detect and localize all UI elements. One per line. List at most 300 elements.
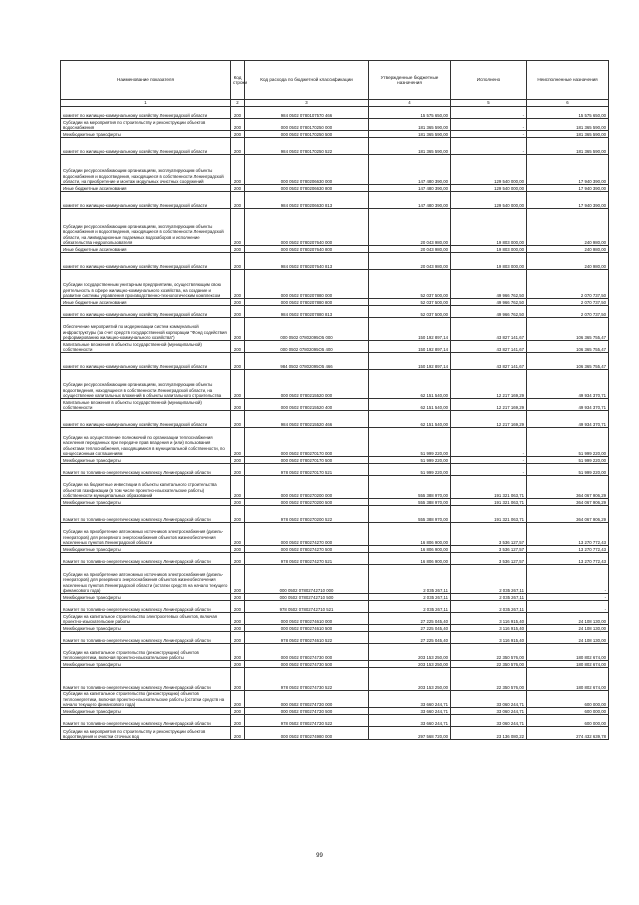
row-line-code: 200 (231, 185, 245, 192)
row-name: Комитет по топливно-энергетическому комплексу Ленинградской области (61, 715, 231, 727)
table-row (61, 565, 609, 594)
row-budget-code: 984 0502 0780207880 813 (245, 306, 369, 318)
header-name: Наименование показателя (61, 61, 231, 100)
row-unexecuted: - (527, 601, 609, 613)
row-approved: 62 151 540,00 (369, 370, 451, 399)
row-executed: 129 540 000,00 (451, 155, 527, 185)
row-budget-code: 000 0502 0780215520 000 (245, 370, 369, 399)
row-line-code: 200 (231, 644, 245, 661)
row-executed: 12 217 169,29 (451, 399, 527, 411)
row-name: Субсидии государственным унитарным предприятиям, осуществляющим свою деятельность в сфере жилищно-коммунального хозяйства, на создание и развитие системы управления производственно-технологическим комплексом (61, 270, 231, 299)
table-row (61, 546, 609, 553)
row-executed: 19 803 000,00 (451, 246, 527, 253)
row-executed: 12 217 169,29 (451, 370, 527, 399)
row-executed: 19 803 000,00 (451, 253, 527, 270)
row-approved: 147 480 390,00 (369, 192, 451, 209)
row-budget-code: 000 0502 0780215520 400 (245, 399, 369, 411)
row-budget-code: 984 0502 0780107570 466 (245, 107, 369, 119)
row-name: Субсидии на приобретение автономных источников электроснабжения (дизель-генераторов) для резервного энергоснабжения объектов жизнеобеспечения населенных пунктов Ленинградской области (остатки средств на начало текущего финансового года) (61, 565, 231, 594)
row-executed: 22 350 576,00 (451, 644, 527, 661)
row-name: Субсидии на бюджетные инвестиции в объекты капитального строительства объектов газификации (в том числе проектно-изыскательские работы) собственности муниципальных образований (61, 476, 231, 499)
row-unexecuted: 2 070 737,50 (527, 306, 609, 318)
table-row (61, 185, 609, 192)
row-executed: 43 827 141,67 (451, 353, 527, 370)
row-approved: 147 480 390,00 (369, 155, 451, 185)
row-approved: 27 225 045,40 (369, 625, 451, 632)
row-unexecuted: 15 575 650,00 (527, 107, 609, 119)
row-approved: 203 153 250,00 (369, 661, 451, 668)
row-executed: 3 536 127,57 (451, 546, 527, 553)
table-row (61, 523, 609, 546)
row-line-code: 200 (231, 594, 245, 601)
table-row (61, 299, 609, 306)
row-budget-code: 000 0502 0780207880 000 (245, 270, 369, 299)
row-line-code: 200 (231, 476, 245, 499)
row-budget-code: 984 0502 0780207640 813 (245, 253, 369, 270)
row-budget-code: 000 0502 07802095O5 000 (245, 318, 369, 341)
row-line-code: 200 (231, 299, 245, 306)
row-budget-code: 000 0502 07802095O5 400 (245, 341, 369, 353)
row-executed: 33 060 244,71 (451, 715, 527, 727)
row-line-code: 200 (231, 727, 245, 740)
row-executed: 12 217 169,29 (451, 411, 527, 428)
row-name: Субсидии на осуществление полномочий по организации теплоснабжения населения переданных при передаче прав владения и (или) пользования объектами теплоснабжения, находящимися в муниципальной собственности, по концессионным соглашениям (61, 428, 231, 457)
table-row (61, 428, 609, 457)
row-name: Субсидии на мероприятия по строительству и реконструкции объектов водоотведения и очистки сточных вод (61, 727, 231, 740)
row-budget-code: 000 0502 0780274730 500 (245, 661, 369, 668)
row-unexecuted: 240 980,00 (527, 253, 609, 270)
row-unexecuted: 51 999 220,00 (527, 457, 609, 464)
row-budget-code: 000 0502 0780274980 000 (245, 727, 369, 740)
row-executed: 3 536 127,57 (451, 523, 527, 546)
row-unexecuted: 49 934 370,71 (527, 399, 609, 411)
column-number: 3 (245, 100, 369, 107)
row-line-code: 200 (231, 546, 245, 553)
row-name: Межбюджетные трансферты (61, 499, 231, 506)
table-row (61, 246, 609, 253)
row-name: Межбюджетные трансферты (61, 708, 231, 715)
row-unexecuted: - (527, 594, 609, 601)
row-name: Обеспечение мероприятий по модернизации систем коммунальной инфраструктуры (за счет средств государственной корпорации "Фонд содействия реформированию жилищно-коммунального хозяйства") (61, 318, 231, 341)
row-unexecuted: 181 365 590,00 (527, 119, 609, 131)
row-executed: 129 540 000,00 (451, 185, 527, 192)
row-unexecuted: 13 270 772,43 (527, 553, 609, 565)
row-line-code: 200 (231, 668, 245, 691)
row-budget-code: 000 0502 0780274270 500 (245, 546, 369, 553)
row-budget-code: 000 0502 07802747З0 000 (245, 691, 369, 708)
table-row (61, 119, 609, 131)
row-name: Комитет по топливно-энергетическому комплексу Ленинградской области (61, 553, 231, 565)
table-row (61, 353, 609, 370)
row-budget-code: 000 0502 07802747З0 500 (245, 708, 369, 715)
row-budget-code: 000 0502 0780274730 000 (245, 644, 369, 661)
row-line-code: 200 (231, 209, 245, 246)
row-line-code: 200 (231, 318, 245, 341)
row-line-code: 200 (231, 399, 245, 411)
row-unexecuted: 49 934 370,71 (527, 370, 609, 399)
row-approved: 203 153 250,00 (369, 668, 451, 691)
row-unexecuted: 240 980,00 (527, 246, 609, 253)
row-line-code: 200 (231, 499, 245, 506)
row-name: Субсидии на капитальное строительство (реконструкцию) объектов теплоэнергетики, включая проектно-изыскательские работы (остатки средств на начало текущего финансового года) (61, 691, 231, 708)
table-row (61, 613, 609, 625)
row-line-code: 200 (231, 464, 245, 476)
row-line-code: 200 (231, 411, 245, 428)
row-budget-code: 978 0502 0780274270 521 (245, 553, 369, 565)
table-row (61, 306, 609, 318)
row-line-code: 200 (231, 601, 245, 613)
row-line-code: 200 (231, 138, 245, 155)
column-number: 2 (231, 100, 245, 107)
row-unexecuted: 17 940 390,00 (527, 185, 609, 192)
row-executed: 23 136 080,22 (451, 727, 527, 740)
row-unexecuted: 600 000,00 (527, 691, 609, 708)
row-approved: 203 153 250,00 (369, 644, 451, 661)
row-name: Межбюджетные трансферты (61, 546, 231, 553)
row-approved: 16 806 900,00 (369, 546, 451, 553)
row-executed: 22 350 576,00 (451, 668, 527, 691)
row-executed: 49 966 762,50 (451, 306, 527, 318)
row-approved: 297 568 720,00 (369, 727, 451, 740)
row-name: Капитальные вложения в объекты государственной (муниципальной) собственности (61, 399, 231, 411)
row-line-code: 200 (231, 270, 245, 299)
page-number: 99 (316, 853, 323, 859)
column-number: 5 (451, 100, 527, 107)
table-row (61, 370, 609, 399)
row-line-code: 200 (231, 625, 245, 632)
row-line-code: 200 (231, 457, 245, 464)
row-name: Субсидии на приобретение автономных источников электроснабжения (дизель-генераторов) для резервного энергоснабжения объектов жизнеобеспечения населенных пунктов Ленинградской области (61, 523, 231, 546)
row-unexecuted: 600 000,00 (527, 715, 609, 727)
row-approved: 2 035 267,11 (369, 594, 451, 601)
row-budget-code: 000 0502 0780170250 500 (245, 131, 369, 138)
table-row (61, 476, 609, 499)
row-budget-code: 000 0502 0780206630 800 (245, 185, 369, 192)
table-row (61, 708, 609, 715)
row-unexecuted: 364 067 906,29 (527, 476, 609, 499)
row-budget-code: 978 0502 0780270170 521 (245, 464, 369, 476)
row-budget-code: 984 0502 0780170250 522 (245, 138, 369, 155)
row-budget-code: 000 0502 0780270170 500 (245, 457, 369, 464)
row-line-code: 200 (231, 691, 245, 708)
row-approved: 51 999 220,00 (369, 457, 451, 464)
row-name: Субсидии ресурсоснабжающим организациям, эксплуатирующим объекты водоснабжения и водоотведения, находящиеся в собственности Ленинградской области, на ликвидационные подземных водозаборов и исполнение обязательства недропользователя (61, 209, 231, 246)
row-line-code: 200 (231, 553, 245, 565)
row-line-code: 200 (231, 253, 245, 270)
row-budget-code: 978 0502 07802742710 521 (245, 601, 369, 613)
row-unexecuted: 364 067 906,29 (527, 506, 609, 523)
row-name: Субсидии на капитальное строительство (реконструкцию) объектов теплоэнергетики, включая проектно-изыскательские работы (61, 644, 231, 661)
table-row (61, 138, 609, 155)
row-executed: 3 536 127,57 (451, 553, 527, 565)
row-budget-code: 978 0502 07802747З0 522 (245, 715, 369, 727)
row-unexecuted: 24 108 130,00 (527, 625, 609, 632)
row-executed: - (451, 138, 527, 155)
table-row (61, 691, 609, 708)
row-executed: 33 060 244,71 (451, 708, 527, 715)
row-unexecuted: 181 365 590,00 (527, 138, 609, 155)
row-name: комитет по жилищно-коммунальному хозяйству Ленинградской области (61, 411, 231, 428)
row-approved: 181 365 590,00 (369, 138, 451, 155)
table-row (61, 553, 609, 565)
row-approved: 20 043 980,00 (369, 253, 451, 270)
row-budget-code: 978 0502 0780270200 522 (245, 506, 369, 523)
row-unexecuted: 13 270 772,43 (527, 546, 609, 553)
row-line-code: 200 (231, 246, 245, 253)
row-unexecuted: 51 999 220,00 (527, 464, 609, 476)
row-unexecuted: 364 067 906,29 (527, 499, 609, 506)
column-number: 4 (369, 100, 451, 107)
row-executed: 191 321 063,71 (451, 476, 527, 499)
row-executed: - (451, 428, 527, 457)
row-budget-code: 000 0502 0780207880 800 (245, 299, 369, 306)
row-approved: 181 365 590,00 (369, 131, 451, 138)
row-executed: 3 116 915,40 (451, 613, 527, 625)
row-line-code: 200 (231, 131, 245, 138)
row-executed: 2 035 267,11 (451, 601, 527, 613)
row-approved: 51 999 220,00 (369, 428, 451, 457)
header-approved: Утвержденные бюджетные назначения (369, 61, 451, 100)
table-header-row (61, 61, 609, 100)
row-name: Субсидии ресурсоснабжающим организациям, эксплуатирующим объекты водоснабжения и водоотведения, находящиеся в собственности Ленинградской области, на приобретение и монтаж модульных очистных сооружений (61, 155, 231, 185)
table-row (61, 601, 609, 613)
row-executed: 191 321 063,71 (451, 506, 527, 523)
row-unexecuted: 180 802 674,00 (527, 668, 609, 691)
row-name: Комитет по топливно-энергетическому комплексу Ленинградской области (61, 506, 231, 523)
row-budget-code: 000 0502 0780274270 000 (245, 523, 369, 546)
table-body (61, 107, 609, 740)
row-line-code: 200 (231, 428, 245, 457)
table-row (61, 499, 609, 506)
row-budget-code: 000 0502 0780274610 500 (245, 625, 369, 632)
row-approved: 27 225 045,40 (369, 613, 451, 625)
table-row (61, 411, 609, 428)
row-approved: 52 037 500,00 (369, 270, 451, 299)
row-approved: 20 043 980,00 (369, 246, 451, 253)
row-budget-code: 000 0502 0780270200 000 (245, 476, 369, 499)
row-unexecuted: 106 365 755,47 (527, 318, 609, 341)
table-row (61, 644, 609, 661)
row-name: Межбюджетные трансферты (61, 131, 231, 138)
row-budget-code: 984 0502 0780215520 466 (245, 411, 369, 428)
budget-report-table (60, 60, 609, 740)
row-name: Иные бюджетные ассигнования (61, 185, 231, 192)
table-row (61, 661, 609, 668)
table-row (61, 270, 609, 299)
row-unexecuted: 240 980,00 (527, 209, 609, 246)
table-row (61, 715, 609, 727)
row-executed: 3 116 915,40 (451, 625, 527, 632)
table-row (61, 209, 609, 246)
row-unexecuted: 106 365 755,47 (527, 353, 609, 370)
row-executed: 2 035 267,11 (451, 565, 527, 594)
row-name: комитет по жилищно-коммунальному хозяйству Ленинградской области (61, 306, 231, 318)
row-name: Субсидии ресурсоснабжающим организациям, эксплуатирующим объекты водоотведения, находящиеся в собственности Ленинградской области, на осуществление капитальных вложений в объекты капитального строительства (61, 370, 231, 399)
row-unexecuted: - (527, 565, 609, 594)
row-line-code: 200 (231, 715, 245, 727)
row-approved: 2 035 267,11 (369, 565, 451, 594)
row-name: Комитет по топливно-энергетическому комплексу Ленинградской области (61, 668, 231, 691)
row-line-code: 200 (231, 523, 245, 546)
row-budget-code: 000 0502 0780206630 000 (245, 155, 369, 185)
row-executed: 2 035 267,11 (451, 594, 527, 601)
row-budget-code: 000 0502 0780170250 000 (245, 119, 369, 131)
row-unexecuted: 51 999 220,00 (527, 428, 609, 457)
row-line-code: 200 (231, 353, 245, 370)
column-number-row (61, 100, 609, 107)
row-approved: 555 388 970,00 (369, 506, 451, 523)
table-row (61, 192, 609, 209)
row-line-code: 200 (231, 341, 245, 353)
row-line-code: 200 (231, 306, 245, 318)
row-name: Комитет по топливно-энергетическому комплексу Ленинградской области (61, 601, 231, 613)
row-unexecuted: 13 270 772,43 (527, 523, 609, 546)
table-row (61, 107, 609, 119)
row-name: Межбюджетные трансферты (61, 594, 231, 601)
row-line-code: 200 (231, 155, 245, 185)
table-row (61, 625, 609, 632)
row-name: комитет по жилищно-коммунальному хозяйству Ленинградской области (61, 353, 231, 370)
row-approved: 62 151 540,00 (369, 411, 451, 428)
row-line-code: 200 (231, 613, 245, 625)
row-unexecuted: 24 108 130,00 (527, 632, 609, 644)
row-approved: 33 660 244,71 (369, 715, 451, 727)
row-executed: - (451, 119, 527, 131)
row-budget-code: 000 0502 07802742710 000 (245, 565, 369, 594)
row-unexecuted: 17 940 390,00 (527, 192, 609, 209)
row-approved: 150 192 897,14 (369, 341, 451, 353)
row-name: Межбюджетные трансферты (61, 625, 231, 632)
row-executed: 191 321 063,71 (451, 499, 527, 506)
row-name: Иные бюджетные ассигнования (61, 299, 231, 306)
table-row (61, 155, 609, 185)
row-approved: 52 037 500,00 (369, 299, 451, 306)
table-row (61, 131, 609, 138)
row-approved: 150 192 897,14 (369, 318, 451, 341)
row-name: Субсидии на мероприятия по строительству и реконструкции объектов водоснабжения (61, 119, 231, 131)
row-name: комитет по жилищно-коммунальному хозяйству Ленинградской области (61, 253, 231, 270)
row-budget-code: 978 0502 0780274730 522 (245, 668, 369, 691)
row-approved: 2 035 267,11 (369, 601, 451, 613)
row-name: Капитальные вложения в объекты государственной (муниципальной) собственности (61, 341, 231, 353)
row-budget-code: 000 0502 0780274610 000 (245, 613, 369, 625)
header-unexecuted: Неисполненные назначения (527, 61, 609, 100)
row-executed: 49 966 762,50 (451, 270, 527, 299)
header-executed: Исполнено (451, 61, 527, 100)
table-row (61, 594, 609, 601)
row-executed: 22 350 576,00 (451, 661, 527, 668)
row-unexecuted: 17 940 390,00 (527, 155, 609, 185)
table-row (61, 632, 609, 644)
row-approved: 181 365 590,00 (369, 119, 451, 131)
row-budget-code: 978 0502 0780274610 522 (245, 632, 369, 644)
row-budget-code: 000 0502 07802742710 500 (245, 594, 369, 601)
row-approved: 16 806 900,00 (369, 523, 451, 546)
row-executed: 43 827 141,67 (451, 318, 527, 341)
row-executed: 33 060 244,71 (451, 691, 527, 708)
row-name: Межбюджетные трансферты (61, 661, 231, 668)
table-row (61, 399, 609, 411)
row-approved: 52 037 500,00 (369, 306, 451, 318)
table-row (61, 464, 609, 476)
row-approved: 62 151 540,00 (369, 399, 451, 411)
row-line-code: 200 (231, 107, 245, 119)
row-approved: 20 043 980,00 (369, 209, 451, 246)
row-unexecuted: 181 365 590,00 (527, 131, 609, 138)
row-line-code: 200 (231, 565, 245, 594)
row-approved: 33 660 244,71 (369, 708, 451, 715)
row-budget-code: 984 0502 0780206630 813 (245, 192, 369, 209)
row-name: Комитет по топливно-энергетическому комплексу Ленинградской области (61, 464, 231, 476)
row-approved: 15 575 650,00 (369, 107, 451, 119)
row-executed: 3 116 915,40 (451, 632, 527, 644)
row-approved: 147 480 390,00 (369, 185, 451, 192)
table-row (61, 457, 609, 464)
row-budget-code: 000 0502 0780270200 500 (245, 499, 369, 506)
row-unexecuted: 274 432 639,78 (527, 727, 609, 740)
row-line-code: 200 (231, 708, 245, 715)
row-budget-code: 000 0502 0780270170 000 (245, 428, 369, 457)
table-row (61, 341, 609, 353)
row-executed: - (451, 464, 527, 476)
row-executed: - (451, 457, 527, 464)
row-executed: 43 827 141,67 (451, 341, 527, 353)
row-approved: 27 225 045,40 (369, 632, 451, 644)
table-row (61, 318, 609, 341)
column-number: 6 (527, 100, 609, 107)
table-row (61, 668, 609, 691)
row-name: Субсидии на капитальное строительство электросетевых объектов, включая проектно-изыскательские работы (61, 613, 231, 625)
row-unexecuted: 106 365 755,47 (527, 341, 609, 353)
row-name: комитет по жилищно-коммунальному хозяйству Ленинградской области (61, 192, 231, 209)
row-approved: 555 388 970,00 (369, 499, 451, 506)
row-executed: 129 540 000,00 (451, 192, 527, 209)
row-executed: 19 803 000,00 (451, 209, 527, 246)
header-budget-code: Код расхода по бюджетной классификации (245, 61, 369, 100)
header-line-code: Код строки (231, 61, 245, 100)
row-budget-code: 000 0502 0780207640 000 (245, 209, 369, 246)
row-budget-code: 000 0502 0780207640 800 (245, 246, 369, 253)
row-line-code: 200 (231, 370, 245, 399)
row-approved: 555 388 970,00 (369, 476, 451, 499)
row-executed: 49 966 762,50 (451, 299, 527, 306)
table-row (61, 727, 609, 740)
row-line-code: 200 (231, 119, 245, 131)
row-name: Иные бюджетные ассигнования (61, 246, 231, 253)
row-line-code: 200 (231, 661, 245, 668)
row-name: Межбюджетные трансферты (61, 457, 231, 464)
row-unexecuted: 600 000,00 (527, 708, 609, 715)
row-approved: 150 192 897,14 (369, 353, 451, 370)
row-unexecuted: 180 802 674,00 (527, 661, 609, 668)
row-unexecuted: 24 108 130,00 (527, 613, 609, 625)
row-line-code: 200 (231, 632, 245, 644)
row-line-code: 200 (231, 192, 245, 209)
row-line-code: 200 (231, 506, 245, 523)
row-unexecuted: 49 934 370,71 (527, 411, 609, 428)
row-unexecuted: 2 070 737,50 (527, 299, 609, 306)
row-approved: 33 660 244,71 (369, 691, 451, 708)
row-name: комитет по жилищно-коммунальному хозяйству Ленинградской области (61, 107, 231, 119)
table-row (61, 253, 609, 270)
column-number: 1 (61, 100, 231, 107)
table-row (61, 506, 609, 523)
row-executed: - (451, 107, 527, 119)
row-executed: - (451, 131, 527, 138)
row-name: комитет по жилищно-коммунальному хозяйству Ленинградской области (61, 138, 231, 155)
row-budget-code: 984 0502 07802095O5 466 (245, 353, 369, 370)
row-name: Комитет по топливно-энергетическому комплексу Ленинградской области (61, 632, 231, 644)
